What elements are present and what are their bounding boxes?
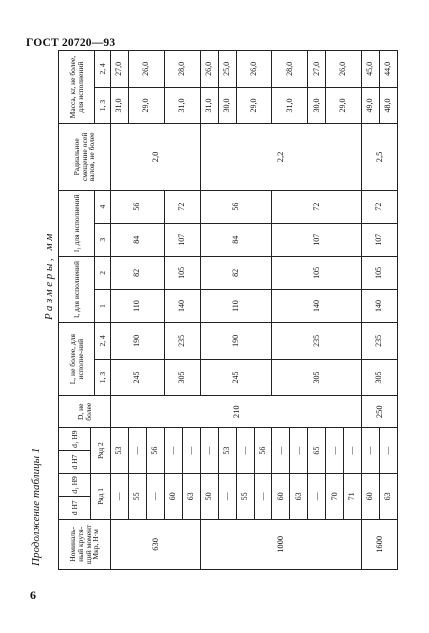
row1-value: 60: [272, 473, 290, 519]
l-v2-cell: 105: [164, 256, 200, 289]
header-L: L, не более, для исполне-ний: [59, 323, 95, 396]
row2-value: —: [164, 428, 182, 474]
L-v1-cell: 305: [362, 359, 398, 396]
mass-v2-cell: 27,0: [111, 51, 129, 88]
header-mass: Масса, кг, не более, для исполнений: [59, 51, 95, 124]
l-v2-cell: 105: [362, 256, 398, 289]
l-v2-cell: 82: [111, 256, 165, 289]
mass-v1-cell: 29,0: [236, 87, 272, 124]
row1-value: —: [218, 473, 236, 519]
torque-cell: 630: [111, 519, 201, 569]
offset-cell: 2,2: [200, 124, 361, 190]
l1-v4-cell: 72: [164, 190, 200, 223]
L-v1-cell: 305: [164, 359, 200, 396]
row1-value: —: [308, 473, 326, 519]
D-cell: 250: [362, 396, 398, 428]
L-v2-cell: 235: [164, 323, 200, 360]
row1-value: —: [111, 473, 129, 519]
header-D: D, не более: [59, 396, 111, 428]
header-l1-v3: 3: [95, 223, 111, 256]
mass-v2-cell: 28,0: [164, 51, 200, 88]
header-offset: Радиальное смещение осей валов, не более: [59, 124, 111, 190]
mass-v2-cell: 25,0: [218, 51, 236, 88]
row1-value: 60: [164, 473, 182, 519]
l1-v4-cell: 72: [362, 190, 398, 223]
l-v2-cell: 105: [272, 256, 362, 289]
offset-cell: 2,0: [111, 124, 201, 190]
header-l1-v4: 4: [95, 190, 111, 223]
row2-value: —: [362, 428, 380, 474]
l1-v4-cell: 56: [111, 190, 165, 223]
mass-v1-cell: 29,0: [128, 87, 164, 124]
l1-v3-cell: 107: [164, 223, 200, 256]
mass-v2-cell: 26,0: [236, 51, 272, 88]
row1-value: 55: [128, 473, 146, 519]
mass-v1-cell: 48,0: [380, 87, 398, 124]
row1-value: 55: [236, 473, 254, 519]
header-d-row2: d H7: [59, 451, 91, 474]
row1-value: 63: [182, 473, 200, 519]
row1-value: 63: [380, 473, 398, 519]
mass-v1-cell: 30,0: [308, 87, 326, 124]
torque-cell: 1600: [362, 519, 398, 569]
section-title: Размеры, мм: [43, 231, 55, 320]
l1-v3-cell: 107: [362, 223, 398, 256]
torque-cell: 1000: [200, 519, 361, 569]
L-v2-cell: 190: [200, 323, 272, 360]
l-v2-cell: 82: [200, 256, 272, 289]
row2-value: 53: [111, 428, 129, 474]
header-mass-v2: 2, 4: [95, 51, 111, 88]
l1-v4-cell: 56: [200, 190, 272, 223]
header-d1-row1: d₁ H9: [59, 473, 91, 496]
page-number: 6: [30, 588, 36, 602]
L-v2-cell: 190: [111, 323, 165, 360]
row1-value: 63: [290, 473, 308, 519]
l-v1-cell: 140: [362, 289, 398, 322]
mass-v1-cell: 31,0: [111, 87, 129, 124]
L-v1-cell: 245: [111, 359, 165, 396]
row1-value: —: [254, 473, 272, 519]
mass-v1-cell: 49,0: [362, 87, 380, 124]
mass-v2-cell: 45,0: [362, 51, 380, 88]
row1-value: 70: [326, 473, 344, 519]
row2-value: —: [182, 428, 200, 474]
D-cell: 210: [111, 396, 362, 428]
mass-v2-cell: 26,0: [128, 51, 164, 88]
l1-v3-cell: 107: [272, 223, 362, 256]
row2-value: 65: [308, 428, 326, 474]
row2-value: —: [344, 428, 362, 474]
row2-value: —: [290, 428, 308, 474]
header-row1: Ряд 1: [91, 473, 111, 519]
row2-value: —: [128, 428, 146, 474]
L-v1-cell: 245: [200, 359, 272, 396]
mass-v2-cell: 27,0: [308, 51, 326, 88]
l1-v3-cell: 84: [200, 223, 272, 256]
mass-v1-cell: 31,0: [272, 87, 308, 124]
l-v1-cell: 110: [200, 289, 272, 322]
row2-value: —: [236, 428, 254, 474]
mass-v2-cell: 28,0: [272, 51, 308, 88]
l-v1-cell: 140: [164, 289, 200, 322]
row1-value: 60: [362, 473, 380, 519]
mass-v1-cell: 31,0: [200, 87, 218, 124]
rotated-page-content: [28, 50, 398, 570]
row2-value: 56: [254, 428, 272, 474]
mass-v2-cell: 44,0: [380, 51, 398, 88]
header-d1-row2: d₁ H9: [59, 428, 91, 451]
dimensions-table: [58, 50, 398, 570]
document-header: ГОСТ 20720—93: [26, 37, 116, 49]
l1-v4-cell: 72: [272, 190, 362, 223]
L-v2-cell: 235: [362, 323, 398, 360]
header-d-row1: d H7: [59, 496, 91, 519]
mass-v2-cell: 26,0: [200, 51, 218, 88]
mass-v1-cell: 31,0: [164, 87, 200, 124]
header-l: l, для исполнений: [59, 256, 95, 322]
l1-v3-cell: 84: [111, 223, 165, 256]
table-caption: Продолжение таблицы 1: [30, 447, 42, 566]
row2-value: —: [380, 428, 398, 474]
row1-value: 71: [344, 473, 362, 519]
header-l-v2: 2: [95, 256, 111, 289]
header-row2: Ряд 2: [91, 428, 111, 474]
row1-value: 50: [200, 473, 218, 519]
header-L-v2: 2, 4: [95, 323, 111, 360]
row2-value: 53: [218, 428, 236, 474]
L-v1-cell: 305: [272, 359, 362, 396]
row2-value: 56: [146, 428, 164, 474]
offset-cell: 2,5: [362, 124, 398, 190]
mass-v1-cell: 29,0: [326, 87, 362, 124]
mass-v1-cell: 30,0: [218, 87, 236, 124]
row2-value: —: [326, 428, 344, 474]
row2-value: —: [200, 428, 218, 474]
row2-value: —: [272, 428, 290, 474]
header-torque: Номиналь-ный крутя-щий момент Мкр, Н·м: [59, 519, 111, 569]
row1-value: —: [146, 473, 164, 519]
header-L-v1: 1, 3: [95, 359, 111, 396]
l-v1-cell: 110: [111, 289, 165, 322]
mass-v2-cell: 26,0: [326, 51, 362, 88]
header-l-v1: 1: [95, 289, 111, 322]
L-v2-cell: 235: [272, 323, 362, 360]
header-l1: l₁ для исполнений: [59, 190, 95, 256]
l-v1-cell: 140: [272, 289, 362, 322]
header-mass-v1: 1, 3: [95, 87, 111, 124]
